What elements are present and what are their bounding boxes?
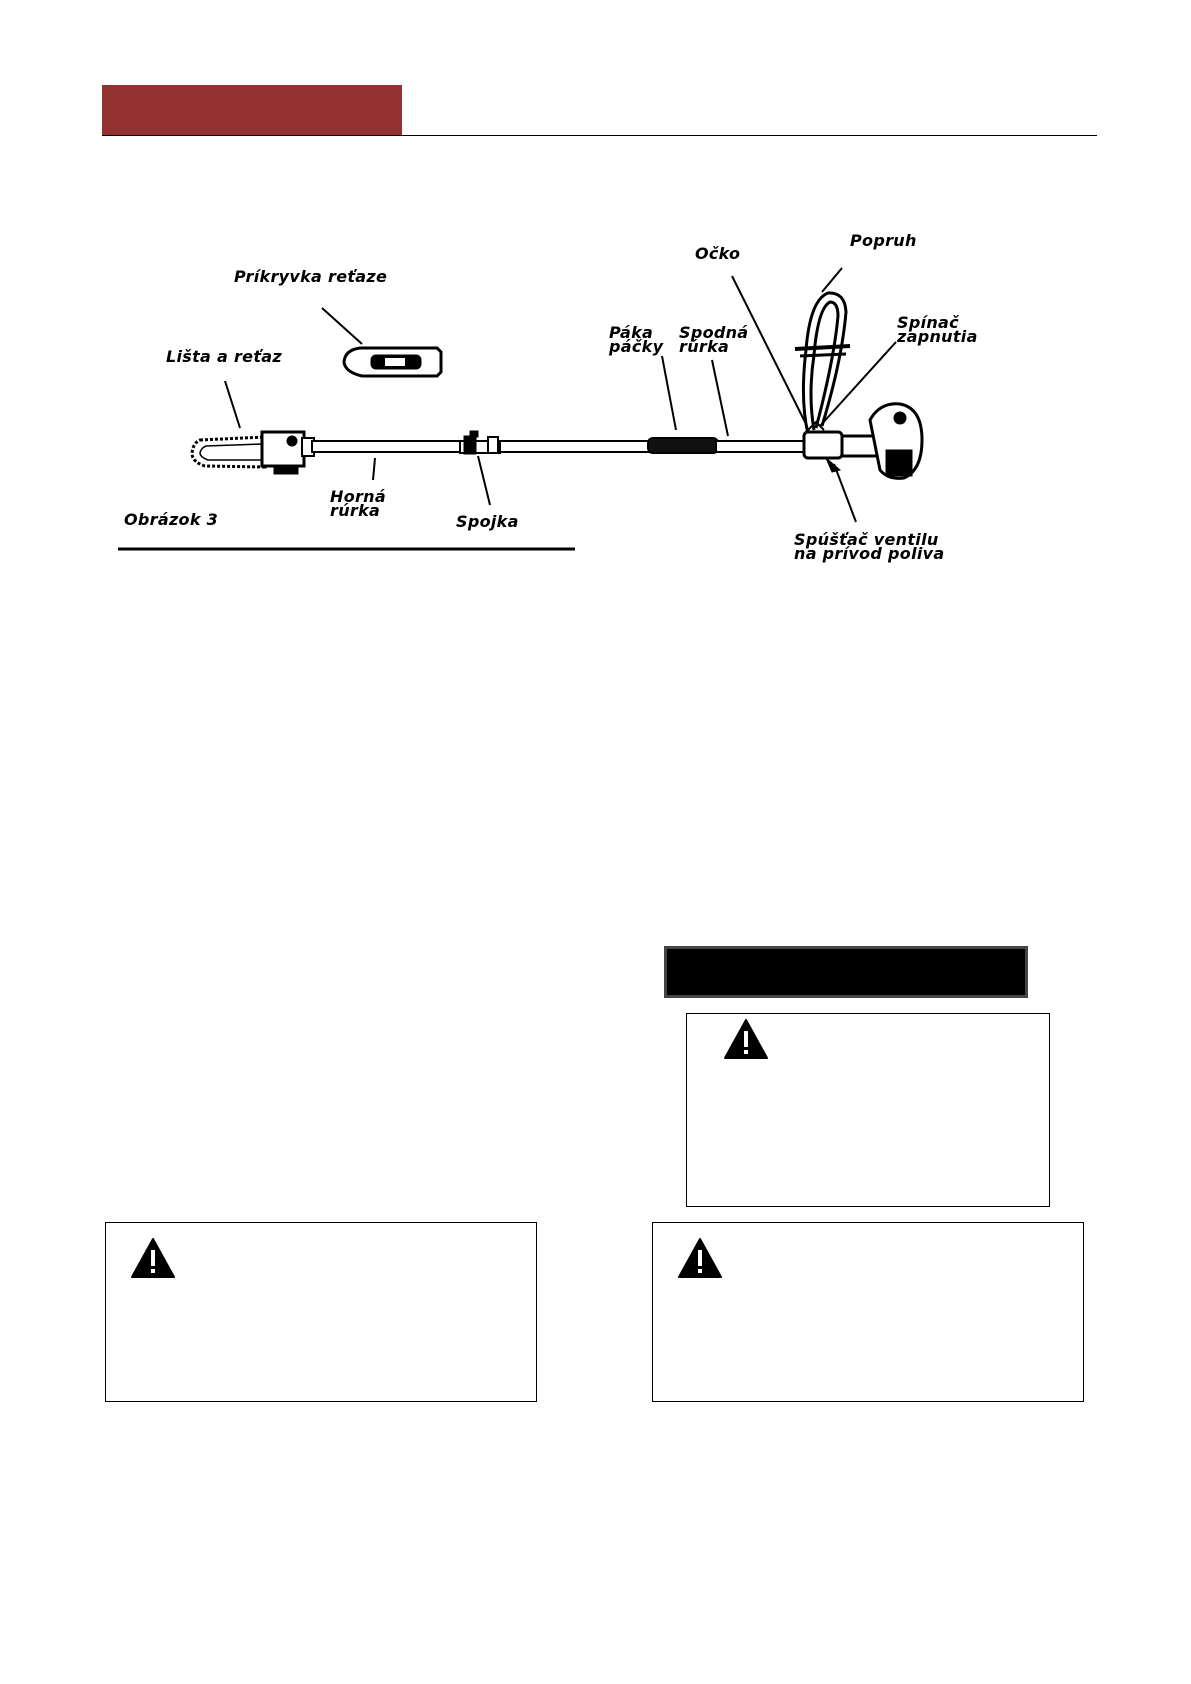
label-eyelet: Očko [695, 244, 741, 263]
label-lower-tube-line1: Spodná [679, 323, 749, 342]
label-lower-tube [679, 323, 749, 356]
label-strap: Popruh [850, 231, 917, 250]
label-chain-cover: Príkryvka reťaze [234, 267, 388, 286]
warning-triangle-icon [130, 1237, 176, 1279]
label-throttle-lever-line2: páčky [609, 337, 664, 356]
label-on-switch-line1: Spínač [897, 313, 959, 332]
warning-box-bottom-right [652, 1222, 1084, 1402]
section-heading-bar [664, 946, 1028, 998]
label-upper-tube-line1: Horná [330, 487, 386, 506]
leader-lines [225, 268, 896, 522]
bar-and-chain-drawing [192, 432, 314, 474]
label-throttle-lever [609, 323, 664, 356]
label-oil-valve-trigger [794, 530, 945, 563]
label-upper-tube [330, 487, 386, 520]
warning-box-bottom-left [105, 1222, 537, 1402]
label-on-switch [897, 313, 978, 346]
strap-drawing [795, 293, 850, 434]
warning-triangle-icon [677, 1237, 723, 1279]
label-bar-and-chain: Lišta a reťaz [166, 347, 282, 366]
chain-cover-drawing [344, 348, 441, 376]
warning-box-top-right [686, 1013, 1050, 1207]
label-on-switch-line2: zapnutia [897, 327, 978, 346]
shaft-drawing [312, 431, 806, 454]
engine-drawing [804, 404, 922, 479]
warning-triangle-icon [723, 1018, 769, 1060]
label-upper-tube-line2: rúrka [330, 501, 381, 520]
label-oil-valve-trigger-line1: Spúšťač ventilu [794, 530, 939, 549]
label-coupling: Spojka [456, 512, 519, 531]
label-oil-valve-trigger-line2: na prívod poliva [794, 544, 945, 563]
label-lower-tube-line2: rúrka [679, 337, 730, 356]
figure-caption: Obrázok 3 [124, 510, 219, 529]
label-throttle-lever-line1: Páka [609, 323, 654, 342]
